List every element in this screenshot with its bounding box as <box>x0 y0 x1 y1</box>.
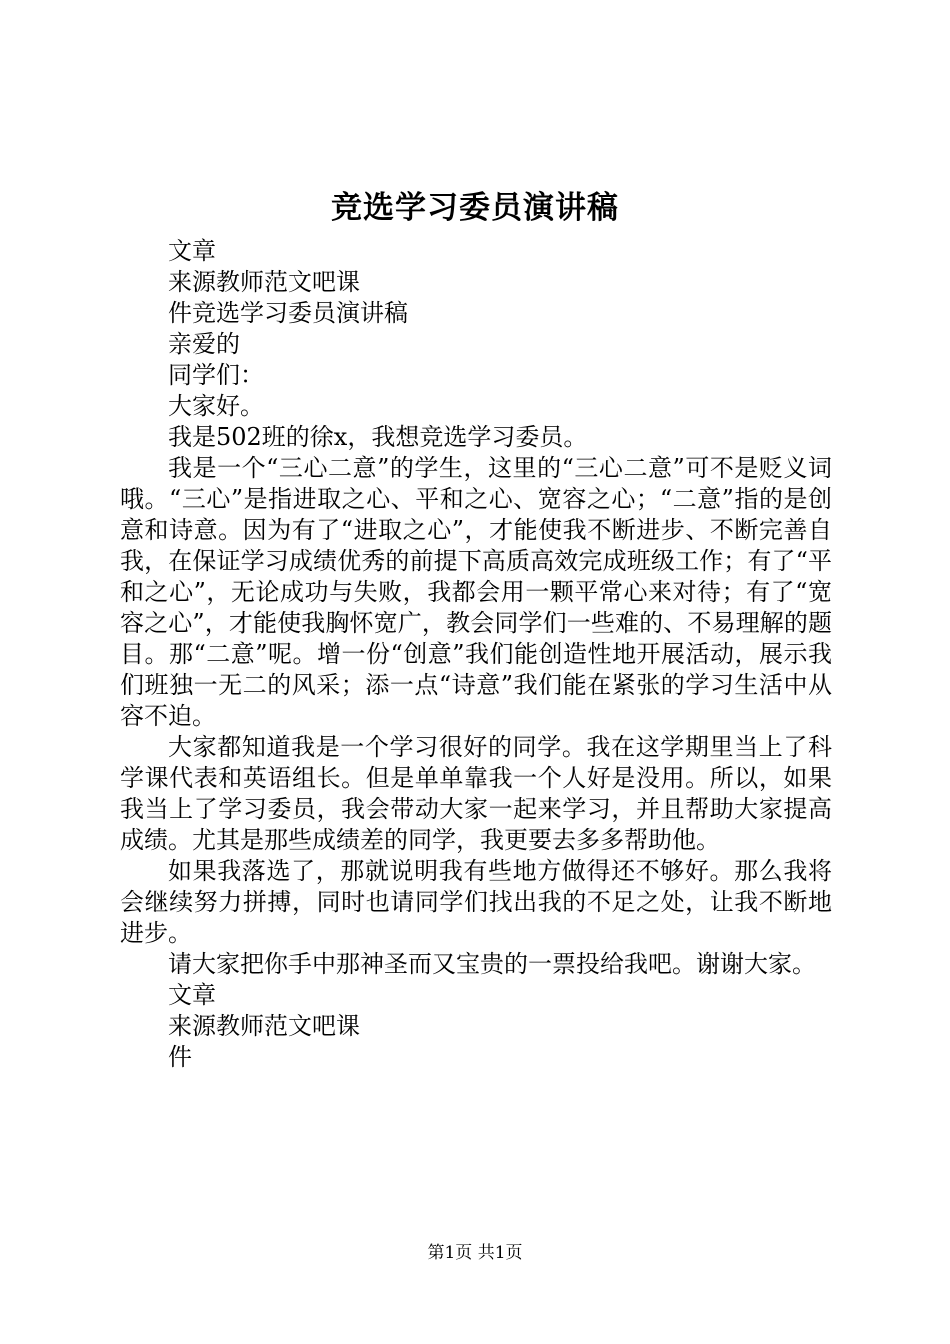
paragraph: 亲爱的 <box>168 330 240 358</box>
paragraph: 我是502班的徐x，我想竞选学习委员。 <box>168 423 588 451</box>
paragraph: 件 <box>168 1043 192 1071</box>
paragraph: 件竞选学习委员演讲稿 <box>168 299 408 327</box>
paragraph: 来源教师范文吧课 <box>168 1012 360 1040</box>
paragraph: 文章 <box>168 237 216 265</box>
paragraph: 我是一个“三心二意”的学生，这里的“三心二意”可不是贬义词哦。“三心”是指进取之心、平和之心、宽容之心；“二意”指的是创意和诗意。因为有了“进取之心”，才能使我不断进步、不断完善自我，在保证学习成绩优秀的前提下高质高效完成班级工作；有了“平和之心”，无论成功与失败，我都会用一颗平常心来对待；有了“宽容之心”，才能使我胸怀宽广，教会同学们一些难的、不易理解的题目。那“二意”呢。增一份“创意”我们能创造性地开展活动，展示我们班独一无二的风采；添一点“诗意”我们能在紧张的学习生活中从容不迫。 <box>120 454 832 730</box>
paragraph: 大家好。 <box>168 392 264 420</box>
document-body <box>120 236 832 1073</box>
paragraph: 请大家把你手中那神圣而又宝贵的一票投给我吧。谢谢大家。 <box>168 950 816 978</box>
paragraph: 文章 <box>168 981 216 1009</box>
paragraph: 如果我落选了，那就说明我有些地方做得还不够好。那么我将会继续努力拼搏，同时也请同学们找出我的不足之处，让我不断地进步。 <box>120 857 832 947</box>
paragraph: 大家都知道我是一个学习很好的同学。我在这学期里当上了科学课代表和英语组长。但是单单靠我一个人好是没用。所以，如果我当上了学习委员，我会带动大家一起来学习，并且帮助大家提高成绩。尤其是那些成绩差的同学，我更要去多多帮助他。 <box>120 733 832 854</box>
paragraph: 同学们： <box>168 361 264 389</box>
page-footer: 第1页 共1页 <box>427 1243 523 1263</box>
document-title: 竞选学习委员演讲稿 <box>331 190 619 226</box>
paragraph: 来源教师范文吧课 <box>168 268 360 296</box>
